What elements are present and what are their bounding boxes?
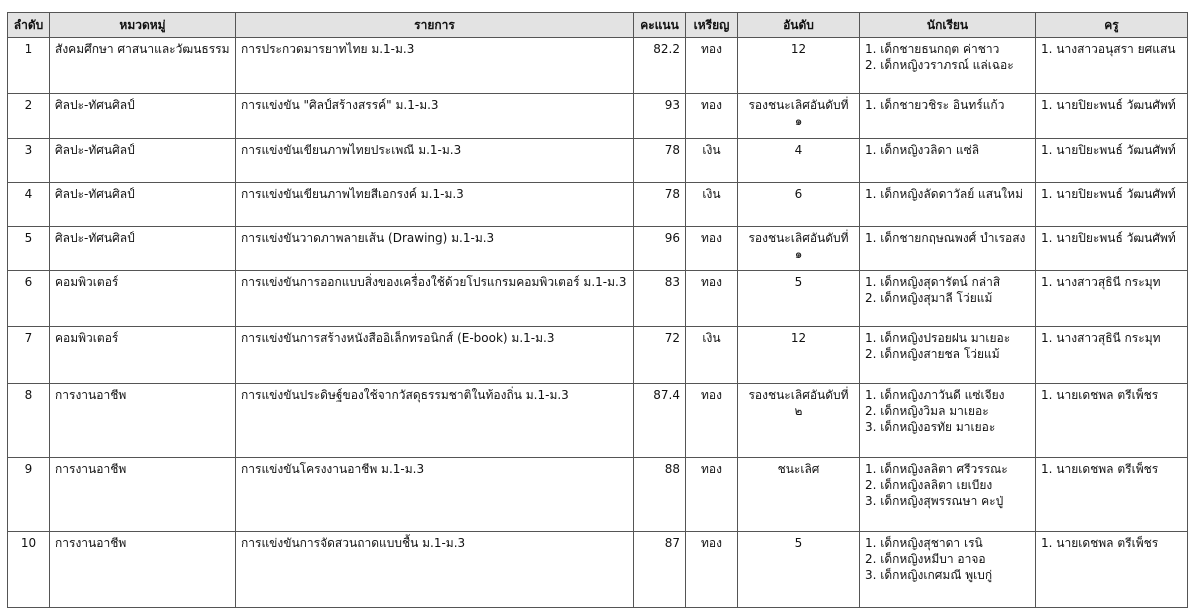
student-name: 3. เด็กหญิงสุพรรณษา คะปู่	[865, 494, 1004, 508]
item-cell: การประกวดมารยาทไทย ม.1-ม.3	[236, 38, 634, 94]
header-teacher: ครู	[1036, 13, 1188, 38]
header-rank: อันดับ	[738, 13, 860, 38]
item-cell: การแข่งขันเขียนภาพไทยประเพณี ม.1-ม.3	[236, 139, 634, 183]
students-cell	[860, 271, 1036, 327]
category-cell: สังคมศึกษา ศาสนาและวัฒนธรรม	[50, 38, 236, 94]
item-cell: การแข่งขัน "ศิลป์สร้างสรรค์" ม.1-ม.3	[236, 94, 634, 139]
student-name: 1. เด็กหญิงสุดารัตน์ กล่าสิ	[865, 275, 1001, 289]
table-body	[8, 38, 1188, 608]
student-name: 1. เด็กชายธนกฤต ค่าชาว	[865, 42, 1000, 56]
row-number: 10	[8, 532, 50, 608]
row-number: 8	[8, 384, 50, 458]
row-number: 1	[8, 38, 50, 94]
table-row	[8, 227, 1188, 271]
rank-cell: ชนะเลิศ	[738, 458, 860, 532]
rank-cell: รองชนะเลิศอันดับที่ ๑	[738, 227, 860, 271]
row-number: 5	[8, 227, 50, 271]
rank-cell: รองชนะเลิศอันดับที่ ๑	[738, 94, 860, 139]
table-row	[8, 384, 1188, 458]
student-name: 2. เด็กหญิงลลิตา เยเบียง	[865, 478, 993, 492]
student-name: 1. เด็กชายวชิระ อินทร์แก้ว	[865, 98, 1005, 112]
score-cell: 83	[634, 271, 686, 327]
medal-cell: เงิน	[686, 183, 738, 227]
rank-cell: 12	[738, 327, 860, 384]
header-no: ลำดับ	[8, 13, 50, 38]
row-number: 7	[8, 327, 50, 384]
table-row	[8, 38, 1188, 94]
medal-cell: ทอง	[686, 384, 738, 458]
item-cell: การแข่งขันการจัดสวนถาดแบบชื้น ม.1-ม.3	[236, 532, 634, 608]
header-students: นักเรียน	[860, 13, 1036, 38]
score-cell: 87.4	[634, 384, 686, 458]
category-cell: ศิลปะ-ทัศนศิลป์	[50, 94, 236, 139]
category-cell: การงานอาชีพ	[50, 532, 236, 608]
teacher-cell: 1. นางสาวสุธินี กระมุท	[1036, 327, 1188, 384]
student-name: 2. เด็กหญิงสุมาลี โว่ยแม้	[865, 291, 993, 305]
score-cell: 78	[634, 139, 686, 183]
row-number: 3	[8, 139, 50, 183]
student-name: 1. เด็กหญิงภาวันดี แซ่เจียง	[865, 388, 1005, 402]
students-cell	[860, 327, 1036, 384]
table-row	[8, 271, 1188, 327]
rank-cell: 12	[738, 38, 860, 94]
students-cell	[860, 227, 1036, 271]
teacher-cell: 1. นายปิยะพนธ์ วัฒนศัพท์	[1036, 139, 1188, 183]
teacher-cell: 1. นายเดชพล ตรีเพ็ชร	[1036, 532, 1188, 608]
score-cell: 88	[634, 458, 686, 532]
table-row	[8, 327, 1188, 384]
category-cell: ศิลปะ-ทัศนศิลป์	[50, 227, 236, 271]
student-name: 1. เด็กหญิงลัดดาวัลย์ แสนใหม่	[865, 187, 1023, 201]
category-cell: ศิลปะ-ทัศนศิลป์	[50, 139, 236, 183]
score-cell: 96	[634, 227, 686, 271]
students-cell	[860, 139, 1036, 183]
medal-cell: เงิน	[686, 327, 738, 384]
student-name: 1. เด็กหญิงสุชาดา เรนิ	[865, 536, 983, 550]
item-cell: การแข่งขันการออกแบบสิ่งของเครื่องใช้ด้วยโปรแกรมคอมพิวเตอร์ ม.1-ม.3	[236, 271, 634, 327]
teacher-cell: 1. นายปิยะพนธ์ วัฒนศัพท์	[1036, 183, 1188, 227]
student-name: 1. เด็กหญิงปรอยฝน มาเยอะ	[865, 331, 1011, 345]
category-cell: การงานอาชีพ	[50, 458, 236, 532]
score-cell: 87	[634, 532, 686, 608]
item-cell: การแข่งขันการสร้างหนังสืออิเล็กทรอนิกส์ (E-book) ม.1-ม.3	[236, 327, 634, 384]
student-name: 2. เด็กหญิงวราภรณ์ แล่เฉอะ	[865, 58, 1014, 72]
rank-cell: รองชนะเลิศอันดับที่ ๒	[738, 384, 860, 458]
medal-cell: ทอง	[686, 458, 738, 532]
rank-cell: 6	[738, 183, 860, 227]
students-cell	[860, 94, 1036, 139]
medal-cell: ทอง	[686, 532, 738, 608]
students-cell	[860, 183, 1036, 227]
teacher-cell: 1. นายเดชพล ตรีเพ็ชร	[1036, 458, 1188, 532]
rank-cell: 5	[738, 271, 860, 327]
table-row	[8, 183, 1188, 227]
rank-cell: 5	[738, 532, 860, 608]
teacher-cell: 1. นายปิยะพนธ์ วัฒนศัพท์	[1036, 227, 1188, 271]
student-name: 2. เด็กหญิงสายชล โว่ยแม้	[865, 347, 1000, 361]
student-name: 2. เด็กหญิงหมีบา อาจอ	[865, 552, 986, 566]
category-cell: คอมพิวเตอร์	[50, 271, 236, 327]
students-cell	[860, 458, 1036, 532]
header-category: หมวดหมู่	[50, 13, 236, 38]
score-cell: 72	[634, 327, 686, 384]
table-row	[8, 139, 1188, 183]
row-number: 2	[8, 94, 50, 139]
table-row	[8, 532, 1188, 608]
results-table	[7, 12, 1188, 608]
header-row	[8, 13, 1188, 38]
student-name: 1. เด็กหญิงวลิดา แซ่ลิ	[865, 143, 980, 157]
category-cell: คอมพิวเตอร์	[50, 327, 236, 384]
row-number: 6	[8, 271, 50, 327]
medal-cell: ทอง	[686, 94, 738, 139]
medal-cell: ทอง	[686, 271, 738, 327]
medal-cell: เงิน	[686, 139, 738, 183]
medal-cell: ทอง	[686, 227, 738, 271]
item-cell: การแข่งขันโครงงานอาชีพ ม.1-ม.3	[236, 458, 634, 532]
teacher-cell: 1. นางสาวอนุสรา ยศแสน	[1036, 38, 1188, 94]
teacher-cell: 1. นางสาวสุธินี กระมุท	[1036, 271, 1188, 327]
category-cell: ศิลปะ-ทัศนศิลป์	[50, 183, 236, 227]
rank-cell: 4	[738, 139, 860, 183]
student-name: 1. เด็กหญิงลลิตา ศรีวรรณะ	[865, 462, 1008, 476]
score-cell: 93	[634, 94, 686, 139]
score-cell: 78	[634, 183, 686, 227]
students-cell	[860, 384, 1036, 458]
students-cell	[860, 532, 1036, 608]
student-name: 1. เด็กชายกฤษณพงศ์ บำเรอสง	[865, 231, 1026, 245]
teacher-cell: 1. นายปิยะพนธ์ วัฒนศัพท์	[1036, 94, 1188, 139]
student-name: 2. เด็กหญิงวิมล มาเยอะ	[865, 404, 989, 418]
student-name: 3. เด็กหญิงเกศมณี พูเบกู่	[865, 568, 993, 582]
teacher-cell: 1. นายเดชพล ตรีเพ็ชร	[1036, 384, 1188, 458]
row-number: 4	[8, 183, 50, 227]
table-row	[8, 94, 1188, 139]
medal-cell: ทอง	[686, 38, 738, 94]
students-cell	[860, 38, 1036, 94]
item-cell: การแข่งขันวาดภาพลายเส้น (Drawing) ม.1-ม.3	[236, 227, 634, 271]
header-medal: เหรียญ	[686, 13, 738, 38]
category-cell: การงานอาชีพ	[50, 384, 236, 458]
row-number: 9	[8, 458, 50, 532]
header-score: คะแนน	[634, 13, 686, 38]
item-cell: การแข่งขันเขียนภาพไทยสีเอกรงค์ ม.1-ม.3	[236, 183, 634, 227]
score-cell: 82.2	[634, 38, 686, 94]
table-header	[8, 13, 1188, 38]
table-row	[8, 458, 1188, 532]
item-cell: การแข่งขันประดิษฐ์ของใช้จากวัสดุธรรมชาติในท้องถิ่น ม.1-ม.3	[236, 384, 634, 458]
header-item: รายการ	[236, 13, 634, 38]
student-name: 3. เด็กหญิงอรทัย มาเยอะ	[865, 420, 996, 434]
